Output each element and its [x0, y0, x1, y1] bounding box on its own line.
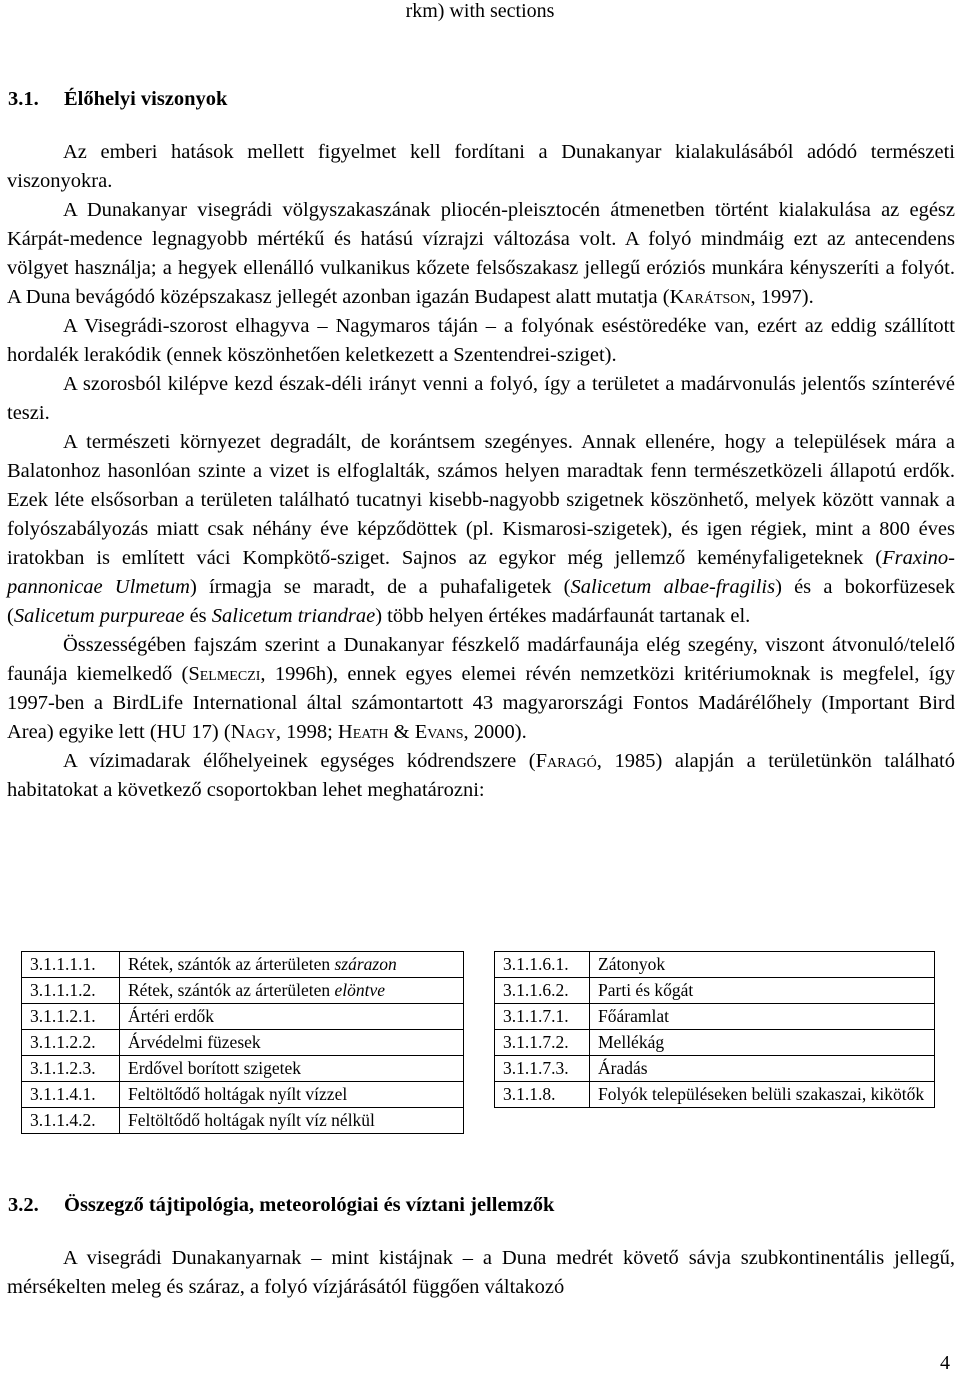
section-body	[7, 138, 955, 805]
habitat-label-italic: szárazon	[334, 954, 397, 974]
section-number: 3.2.	[8, 1194, 39, 1216]
text-run: , 1996h), ennek egyes elemei révén nemzetközi kritériumoknak is megfelel, így 1997-ben a BirdLife International által számontartott 43 magyarországi Fontos Madárélőhely (Important Bird Area) egyike lett (HU 17) (	[7, 663, 955, 743]
habitat-code: 3.1.1.1.2.	[22, 978, 120, 1004]
section-heading-3-2	[8, 1192, 554, 1218]
paragraph: A Visegrádi-szorost elhagyva – Nagymaros táján – a folyónak eséstöredéke van, ezért az eddig szállított hordalék lerakódik (ennek köszönhetően keletkezett a Szentendrei-sziget).	[7, 315, 955, 366]
paragraph	[7, 631, 955, 747]
text-run: , 1997).	[750, 286, 814, 308]
text-run: , 2000).	[463, 721, 527, 743]
section-heading-3-1	[8, 86, 227, 112]
habitat-code: 3.1.1.2.2.	[22, 1030, 120, 1056]
latin-name: Salicetum purpureae	[13, 605, 185, 627]
habitat-label: Főáramlat	[590, 1004, 935, 1030]
habitat-label: Feltöltődő holtágak nyílt víz nélkül	[120, 1108, 464, 1134]
running-head: rkm) with sections	[405, 0, 555, 22]
table-row	[495, 1082, 935, 1108]
table-row	[22, 1030, 464, 1056]
latin-name: Salicetum triandrae	[211, 605, 376, 627]
citation-author: Selmeczi	[188, 663, 261, 685]
habitat-code: 3.1.1.4.1.	[22, 1082, 120, 1108]
habitat-label: Erdővel borított szigetek	[120, 1056, 464, 1082]
paragraph	[7, 428, 955, 631]
habitat-code: 3.1.1.7.2.	[495, 1030, 590, 1056]
section-body	[7, 1244, 955, 1302]
text-run: ) több helyen értékes madárfaunát tartanak el.	[375, 605, 751, 627]
paragraph: A szorosból kilépve kezd észak-déli irányt venni a folyó, így a területet a madárvonulás jelentős színterévé teszi.	[7, 373, 955, 424]
habitat-label: Mellékág	[590, 1030, 935, 1056]
habitat-code: 3.1.1.6.1.	[495, 952, 590, 978]
habitat-code: 3.1.1.1.1.	[22, 952, 120, 978]
habitat-label-italic: elöntve	[334, 980, 386, 1000]
habitat-code: 3.1.1.6.2.	[495, 978, 590, 1004]
table-row	[495, 978, 935, 1004]
section-number: 3.1.	[8, 88, 39, 110]
section-title: Élőhelyi viszonyok	[64, 88, 228, 110]
text-run: A Dunakanyar visegrádi völgyszakaszának pliocén-pleisztocén átmenetben történt kialakulása az egész Kárpát-medence legnagyobb mértékű és hatású vízrajzi változása volt. A folyó mindmáig ezt az antecendens völgyet használja; a hegyek ellenálló vulkanikus kőzete felsőszakasz jellegű eróziós munkára kényszeríti a folyót. A Duna bevágódó középszakasz jellegét azonban igazán Budapest alatt mutatja (	[7, 199, 955, 308]
habitat-label: Parti és kőgát	[590, 978, 935, 1004]
citation-author: Karátson	[669, 286, 751, 308]
habitat-code: 3.1.1.4.2.	[22, 1108, 120, 1134]
section-title: Összegző tájtipológia, meteorológiai és víztani jellemzők	[64, 1194, 555, 1216]
paragraph	[7, 196, 955, 312]
table-row	[495, 952, 935, 978]
text-run: ) írmagja se maradt, de a puhafaligetek (	[189, 576, 571, 598]
paragraph: Az emberi hatások mellett figyelmet kell fordítani a Dunakanyar kialakulásából adódó természeti viszonyokra.	[7, 141, 955, 192]
citation-author: Heath	[337, 721, 389, 743]
table-row	[495, 1056, 935, 1082]
citation-author: Faragó	[535, 750, 597, 772]
table-row	[495, 1030, 935, 1056]
habitat-code-table-left	[21, 951, 464, 1134]
table-row	[495, 1004, 935, 1030]
paragraph: A visegrádi Dunakanyarnak – mint kistájnak – a Duna medrét követő sávja szubkontinentális jellegű, mérsékelten meleg és száraz, a folyó vízjárásától függően váltakozó	[7, 1247, 955, 1298]
text-run: &	[388, 721, 415, 743]
text-run: A vízimadarak élőhelyeinek egységes kódrendszere (	[63, 750, 536, 772]
habitat-code: 3.1.1.7.3.	[495, 1056, 590, 1082]
habitat-label: Rétek, szántók az árterületen elöntve	[120, 978, 464, 1004]
habitat-label: Rétek, szántók az árterületen szárazon	[120, 952, 464, 978]
habitat-code-table-right	[494, 951, 935, 1108]
habitat-label: Zátonyok	[590, 952, 935, 978]
habitat-code: 3.1.1.8.	[495, 1082, 590, 1108]
text-run: , 1985) alapján a területünkön található habitatokat a következő csoportokban lehet meghatározni:	[7, 750, 955, 801]
habitat-label: Ártéri erdők	[120, 1004, 464, 1030]
text-run: Összességében fajszám szerint a Dunakanyar fészkelő madárfaunája elég szegény, viszont átvonuló/telelő faunája kiemelkedő (	[7, 634, 955, 685]
text-run: és	[184, 605, 212, 627]
latin-name: Salicetum albae-fragilis	[570, 576, 776, 598]
latin-name: Fraxino-pannonicae Ulmetum	[7, 547, 955, 598]
citation-author: Evans	[414, 721, 464, 743]
habitat-label: Feltöltődő holtágak nyílt vízzel	[120, 1082, 464, 1108]
table-row	[22, 1004, 464, 1030]
paragraph	[7, 747, 955, 805]
habitat-code: 3.1.1.2.1.	[22, 1004, 120, 1030]
table-row	[22, 1056, 464, 1082]
table-row	[22, 1082, 464, 1108]
habitat-label: Árvédelmi füzesek	[120, 1030, 464, 1056]
citation-author: Nagy	[230, 721, 276, 743]
table-row	[22, 1108, 464, 1134]
habitat-label: Áradás	[590, 1056, 935, 1082]
page-number: 4	[940, 1352, 950, 1374]
text-run: A természeti környezet degradált, de korántsem szegényes. Annak ellenére, hogy a települések mára a Balatonhoz hasonlóan szinte a vizet is elfoglalták, számos helyen maradtak fenn természetközeli állapotú erdők. Ezek léte elsősorban a területen található tucatnyi kisebb-nagyobb szigetnek köszönhető, melyek között vannak a folyószabályozás miatt csak néhány éve képződöttek (pl. Kismarosi-szigetek), és igen régiek, mint a 800 éves iratokban is említett váci Kompkötő-sziget. Sajnos az egykor még jellemző keményfaligeteknek (	[7, 431, 955, 569]
habitat-code: 3.1.1.2.3.	[22, 1056, 120, 1082]
text-run: ) és a bokorfüzesek (	[7, 576, 956, 627]
text-run: , 1998;	[275, 721, 338, 743]
table-row	[22, 978, 464, 1004]
habitat-code: 3.1.1.7.1.	[495, 1004, 590, 1030]
table-row	[22, 952, 464, 978]
habitat-label: Folyók településeken belüli szakaszai, kikötők	[590, 1082, 935, 1108]
